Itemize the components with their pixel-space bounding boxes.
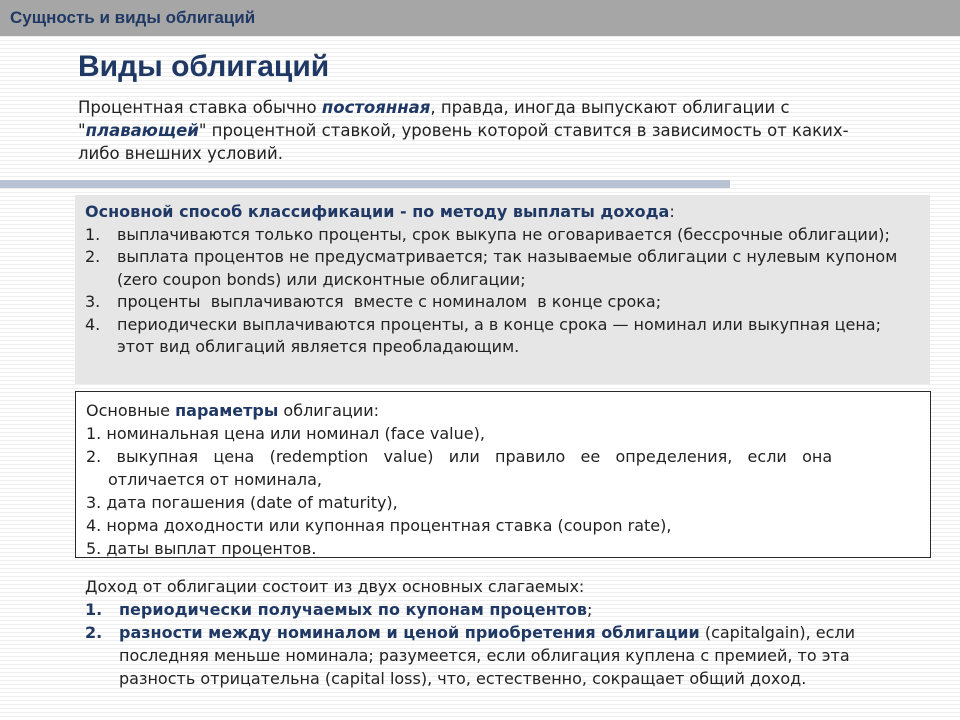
item-number: 3. <box>85 292 101 311</box>
intro-text-2: , правда, иногда выпускают облигации с " <box>78 98 790 140</box>
parameters-heading-bold: параметры <box>175 401 279 420</box>
income-item <box>85 598 915 621</box>
header-title: Сущность и виды облигаций <box>10 8 256 27</box>
item-text: проценты выплачиваются вместе с номиналом в конце срока; <box>117 292 662 311</box>
parameters-heading <box>86 399 920 422</box>
intro-bold-fixed: постоянная <box>321 98 431 117</box>
income-item-bold: периодически получаемых по купонам процентов <box>119 600 588 619</box>
item-text <box>119 621 915 690</box>
parameter-item: 3. дата погашения (date of maturity), <box>86 493 398 512</box>
classification-item <box>85 291 920 314</box>
classification-item <box>85 224 920 247</box>
item-text: выплата процентов не предусматривается; так называемые облигации с нулевым купоном (zero coupon bonds) или дисконтные облигации; <box>117 247 898 289</box>
classification-item <box>85 314 920 359</box>
item-text <box>119 598 915 621</box>
parameter-item: 2. выкупная цена (redemption value) или правило ее определения, если она <box>86 447 833 466</box>
parameter-item: 1. номинальная цена или номинал (face value), <box>86 424 485 443</box>
intro-text-3: " процентной ставкой, уровень которой ставится в зависимость от каких-либо внешних условий. <box>78 121 849 163</box>
slide-title: Виды облигаций <box>78 50 330 83</box>
parameter-item-continuation: отличается от номинала, <box>108 470 322 489</box>
income-intro: Доход от облигации состоит из двух основных слагаемых: <box>85 577 585 596</box>
item-text: выплачиваются только проценты, срок выкупа не оговаривается (бессрочные облигации); <box>117 224 890 244</box>
classification-box <box>75 195 930 384</box>
header-bar <box>0 0 960 36</box>
intro-paragraph <box>78 96 878 165</box>
income-section <box>85 575 915 690</box>
intro-text-1: Процентная ставка обычно <box>78 98 322 117</box>
parameters-box <box>75 391 931 558</box>
classification-heading <box>85 201 920 224</box>
parameters-heading-pre: Основные <box>86 401 176 420</box>
classification-heading-text: Основной способ классификации - по методу выплаты дохода <box>85 202 670 221</box>
item-text: периодически выплачиваются проценты, а в конце срока — номинал или выкупная цена; этот вид облигаций является преобладающим. <box>117 314 881 356</box>
parameter-item: 4. норма доходности или купонная процентная ставка (coupon rate), <box>86 516 672 535</box>
item-number: 4. <box>85 314 101 334</box>
income-item <box>85 621 915 690</box>
income-item-rest: (capitalgain), если последняя меньше номинала; разумеется, если облигация куплена с премией, то эта разность отрицательна (capital loss), что, естественно, сокращает общий доход. <box>119 623 856 688</box>
classification-item <box>85 246 920 291</box>
section-divider <box>0 180 730 188</box>
item-number: 1. <box>85 600 103 619</box>
classification-heading-suffix: : <box>669 202 675 221</box>
item-number: 2. <box>85 247 101 266</box>
intro-bold-floating: плавающей <box>85 121 199 140</box>
parameter-item: 5. даты выплат процентов. <box>86 539 317 558</box>
parameters-heading-post: облигации: <box>278 401 379 420</box>
income-item-bold: разности между номиналом и ценой приобретения облигации <box>119 623 700 642</box>
item-number: 1. <box>85 224 101 244</box>
income-item-rest: ; <box>587 600 593 619</box>
item-number: 2. <box>85 623 103 642</box>
